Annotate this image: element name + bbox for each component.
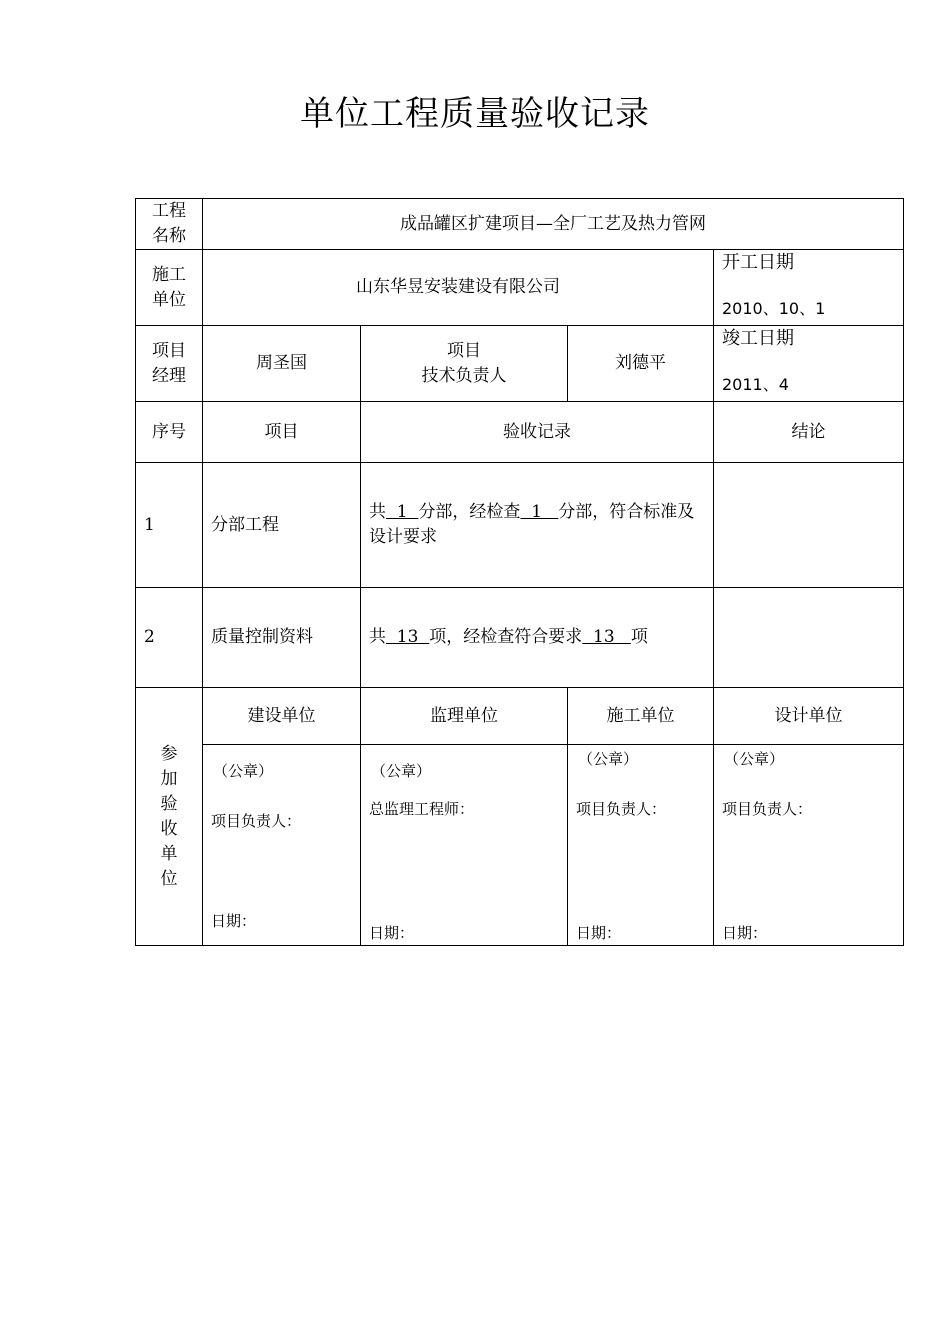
- start-date-cell: [714, 250, 904, 326]
- row-no: 1: [136, 463, 203, 588]
- row-conclusion: [714, 588, 904, 688]
- table-row: [136, 463, 904, 588]
- document-title: 单位工程质量验收记录: [300, 94, 650, 134]
- responsible-person-label: 项目负责人：: [576, 800, 667, 818]
- end-date-label: 竣工日期: [722, 328, 794, 349]
- tech-lead-value: 刘德平: [568, 326, 714, 402]
- count-blank: 1: [520, 502, 559, 522]
- responsible-person-label: 项目负责人：: [722, 800, 813, 818]
- signature-cell-design: [714, 745, 904, 946]
- count-blank: 1: [386, 502, 419, 522]
- project-name-value: 成品罐区扩建项目—全厂工艺及热力管网: [203, 199, 904, 250]
- seal-label: （公章）: [724, 750, 785, 768]
- participants-label: 参 加 验 收 单 位: [136, 688, 203, 946]
- tech-lead-label: 项目 技术负责人: [361, 326, 568, 402]
- signature-cell-construction-owner: [203, 745, 361, 946]
- seal-label: （公章）: [371, 762, 432, 780]
- contractor-label: 施工 单位: [136, 250, 203, 326]
- manager-value: 周圣国: [203, 326, 361, 402]
- contractor-row: [136, 250, 904, 326]
- unit-name-supervision: 监理单位: [361, 688, 568, 745]
- date-label: 日期：: [211, 912, 257, 930]
- row-record: 共 13 项，经检查符合要求 13 项: [361, 588, 714, 688]
- seal-label: （公章）: [578, 750, 639, 768]
- row-item: 质量控制资料: [203, 588, 361, 688]
- unit-name-construction-owner: 建设单位: [203, 688, 361, 745]
- participants-header-row: [136, 688, 904, 745]
- row-conclusion: [714, 463, 904, 588]
- manager-row: [136, 326, 904, 402]
- project-name-row: [136, 199, 904, 250]
- unit-name-design: 设计单位: [714, 688, 904, 745]
- project-name-label: 工程 名称: [136, 199, 203, 250]
- header-record: 验收记录: [361, 402, 714, 463]
- date-label: 日期：: [576, 924, 622, 942]
- date-label: 日期：: [722, 924, 768, 942]
- header-item: 项目: [203, 402, 361, 463]
- header-conclusion: 结论: [714, 402, 904, 463]
- seal-label: （公章）: [213, 762, 274, 780]
- signature-cell-supervision: [361, 745, 568, 946]
- responsible-person-label: 项目负责人：: [211, 812, 302, 830]
- header-no: 序号: [136, 402, 203, 463]
- table-header-row: [136, 402, 904, 463]
- unit-name-contractor: 施工单位: [568, 688, 714, 745]
- signature-row: [136, 745, 904, 946]
- table-row: [136, 588, 904, 688]
- count-blank: 13: [386, 627, 430, 647]
- end-date-cell: [714, 326, 904, 402]
- responsible-person-label: 总监理工程师：: [369, 800, 475, 818]
- row-no: 2: [136, 588, 203, 688]
- start-date-value: 2010、10、1: [722, 299, 826, 318]
- count-blank: 13: [582, 627, 631, 647]
- date-label: 日期：: [369, 924, 415, 942]
- end-date-value: 2011、4: [722, 375, 789, 394]
- manager-label: 项目 经理: [136, 326, 203, 402]
- signature-cell-contractor: [568, 745, 714, 946]
- row-item: 分部工程: [203, 463, 361, 588]
- acceptance-record-table: [135, 198, 904, 946]
- contractor-value: 山东华昱安装建设有限公司: [203, 250, 714, 326]
- row-record: 共 1 分部，经检查 1 分部，符合标准及设计要求: [361, 463, 714, 588]
- start-date-label: 开工日期: [722, 252, 794, 273]
